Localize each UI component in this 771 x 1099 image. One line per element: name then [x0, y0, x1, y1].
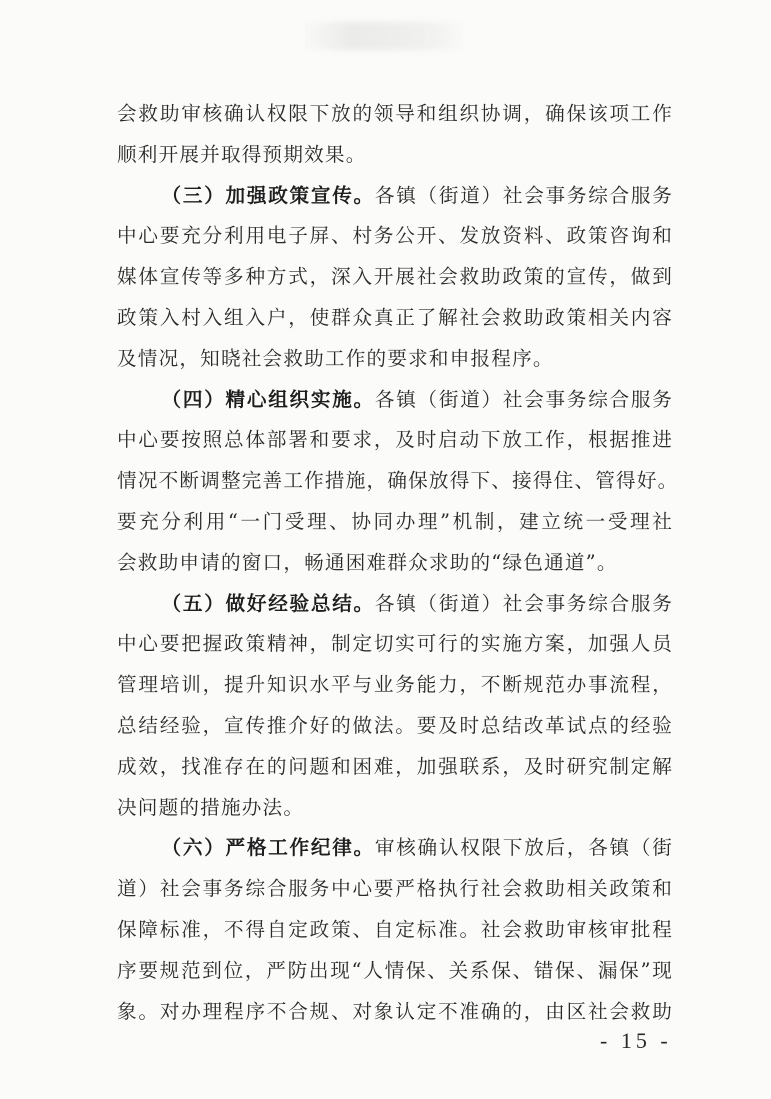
text-line: 道）社会事务综合服务中心要严格执行社会救助相关政策和 — [117, 877, 673, 901]
section-heading: （三）加强政策宣传。 — [161, 183, 375, 207]
document-body — [117, 94, 679, 1032]
page-number: - 15 - — [600, 1028, 672, 1053]
text-line: 决问题的措施办法。 — [117, 795, 305, 819]
text-line: 象。对办理程序不合规、对象认定不准确的，由区社会救助 — [117, 999, 673, 1023]
text-run: 各镇（街道）社会事务综合服务 — [374, 183, 673, 207]
text-line: 序要规范到位，严防出现“人情保、关系保、错保、漏保”现 — [117, 958, 673, 982]
paragraph-6 — [117, 828, 673, 869]
text-line: 情况不断调整完善工作措施，确保放得下、接得住、管得好。 — [117, 469, 679, 493]
section-heading: （五）做好经验总结。 — [161, 591, 375, 615]
text-line: 要充分利用“一门受理、协同办理”机制，建立统一受理社 — [117, 509, 673, 533]
text-line: 会救助审核确认权限下放的领导和组织协调，确保该项工作 — [117, 102, 673, 125]
text-line: 总结经验，宣传推介好的做法。要及时总结改革试点的经验 — [117, 713, 673, 737]
paragraph-3 — [117, 176, 673, 217]
text-line: 管理培训，提升知识水平与业务能力，不断规范办事流程， — [117, 673, 673, 697]
section-heading: （四）精心组织实施。 — [161, 387, 375, 411]
text-line: 中心要充分利用电子屏、村务公开、发放资料、政策咨询和 — [117, 224, 673, 248]
paragraph-4 — [117, 380, 673, 421]
scan-bleed-through — [300, 22, 470, 50]
text-line: 中心要把握政策精神，制定切实可行的实施方案，加强人员 — [117, 632, 673, 656]
text-line: 及情况，知晓社会救助工作的要求和申报程序。 — [117, 346, 554, 370]
text-line: 政策入村入组入户，使群众真正了解社会救助政策相关内容 — [117, 305, 673, 329]
text-line: 会救助申请的窗口，畅通困难群众求助的“绿色通道”。 — [117, 550, 618, 574]
text-line: 中心要按照总体部署和要求，及时启动下放工作，根据推进 — [117, 428, 673, 452]
text-run: 各镇（街道）社会事务综合服务 — [374, 387, 673, 411]
text-line: 顺利开展并取得预期效果。 — [117, 142, 367, 166]
text-line: 保障标准，不得自定政策、自定标准。社会救助审核审批程 — [117, 917, 673, 941]
section-heading: （六）严格工作纪律。 — [161, 836, 375, 860]
text-line: 成效，找准存在的问题和困难，加强联系，及时研究制定解 — [117, 754, 673, 778]
text-run: 各镇（街道）社会事务综合服务 — [374, 591, 673, 615]
text-line: 媒体宣传等多种方式，深入开展社会救助政策的宣传，做到 — [117, 265, 673, 289]
paragraph-5 — [117, 584, 673, 625]
text-run: 审核确认权限下放后，各镇（街 — [374, 836, 673, 860]
